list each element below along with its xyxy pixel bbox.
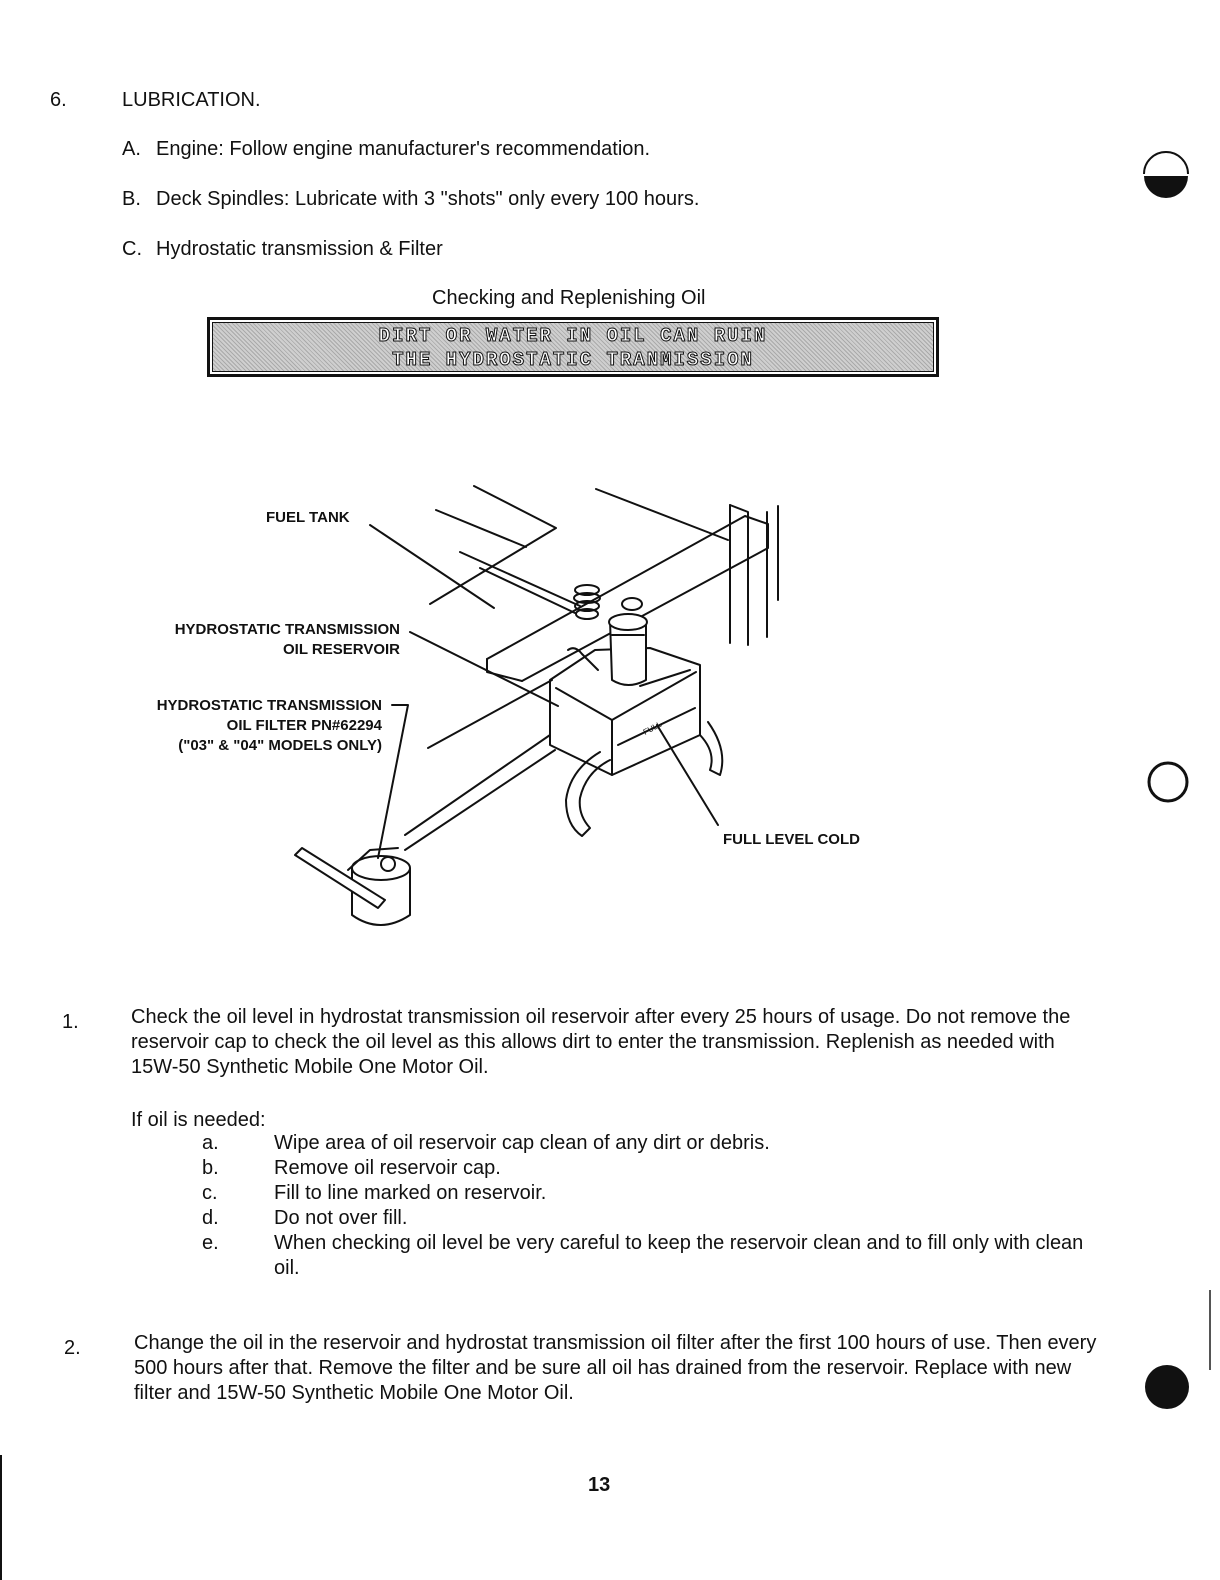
oil-filter-drawing xyxy=(295,848,410,925)
item-a-letter: A. xyxy=(122,138,141,160)
punch-hole-top xyxy=(1140,150,1192,202)
item-b-letter: B. xyxy=(122,188,141,210)
substep-d-text: Do not over fill. xyxy=(274,1207,408,1229)
callout-filter xyxy=(112,696,382,756)
spring-drawing xyxy=(574,585,600,619)
substep-a-letter: a. xyxy=(202,1132,219,1154)
callout-reservoir xyxy=(132,620,400,660)
callout-filter-line1: HYDROSTATIC TRANSMISSION xyxy=(156,697,382,714)
callout-reservoir-line2: OIL RESERVOIR xyxy=(283,641,400,658)
tank-full-mark: FULL xyxy=(641,719,664,737)
substep-b-text: Remove oil reservoir cap. xyxy=(274,1157,501,1179)
warning-line-1: DIRT OR WATER IN OIL CAN RUIN xyxy=(378,325,768,347)
item-b-text: Deck Spindles: Lubricate with 3 "shots" only every 100 hours. xyxy=(156,188,700,210)
substep-c-letter: c. xyxy=(202,1182,218,1204)
reservoir-tank-drawing xyxy=(550,598,700,775)
subheading: Checking and Replenishing Oil xyxy=(432,287,706,309)
callout-filter-line3: ("03" & "04" MODELS ONLY) xyxy=(178,737,382,754)
item-c-letter: C. xyxy=(122,238,142,260)
callout-filter-line2: OIL FILTER PN#62294 xyxy=(226,717,382,734)
section-number: 6. xyxy=(50,89,67,111)
substep-e-letter: e. xyxy=(202,1232,219,1254)
step-1-number: 1. xyxy=(62,1011,79,1033)
callout-reservoir-line1: HYDROSTATIC TRANSMISSION xyxy=(174,621,400,638)
scan-edge-mark-right xyxy=(1209,1290,1211,1370)
warning-line-2: THE HYDROSTATIC TRANMISSION xyxy=(392,349,754,371)
substep-e-text: When checking oil level be very careful to keep the reservoir clean and to fill only with clean oil. xyxy=(274,1232,1084,1279)
fuel-tank-drawing xyxy=(430,486,580,613)
section-title: LUBRICATION. xyxy=(122,89,261,111)
callout-full-level: FULL LEVEL COLD xyxy=(723,831,860,848)
if-oil-needed: If oil is needed: xyxy=(131,1109,266,1131)
substep-b-letter: b. xyxy=(202,1157,219,1179)
warning-box xyxy=(207,317,939,377)
step-2-number: 2. xyxy=(64,1337,81,1359)
step-2-text: Change the oil in the reservoir and hydrostat transmission oil filter after the first 100 hours of use. Then every 500 hours after that. Remove the filter and be sure all oil has drained from the reservoir. Replace with new filter and 15W-50 Synthetic Mobile One Motor Oil. xyxy=(134,1332,1097,1404)
item-a-text: Engine: Follow engine manufacturer's recommendation. xyxy=(156,138,651,160)
punch-hole-middle xyxy=(1144,758,1192,806)
substep-a-text: Wipe area of oil reservoir cap clean of any dirt or debris. xyxy=(274,1132,770,1154)
scan-edge-mark xyxy=(0,1455,2,1580)
item-c-text: Hydrostatic transmission & Filter xyxy=(156,238,443,260)
substep-c-text: Fill to line marked on reservoir. xyxy=(274,1182,547,1204)
callout-fuel-tank: FUEL TANK xyxy=(266,509,350,526)
page-number: 13 xyxy=(588,1474,611,1496)
substep-d-letter: d. xyxy=(202,1207,219,1229)
step-1-text: Check the oil level in hydrostat transmission oil reservoir after every 25 hours of usage. Do not remove the reservoir cap to check the oil level as this allows dirt to enter the transmission. Replenish as needed with 15W-50 Synthetic Mobile One Motor Oil. xyxy=(131,1006,1071,1078)
punch-hole-bottom xyxy=(1142,1362,1192,1412)
